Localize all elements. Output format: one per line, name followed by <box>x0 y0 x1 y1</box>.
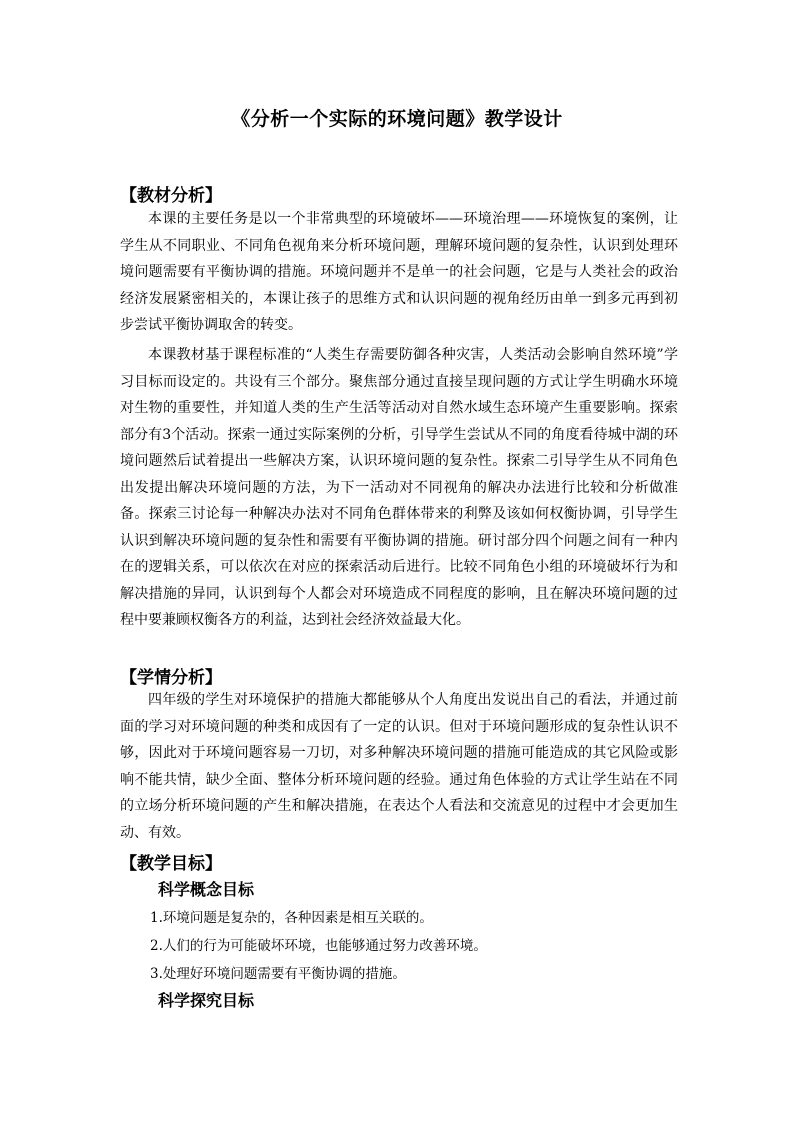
subsection-title-inquiry-goals: 科学探究目标 <box>158 991 255 1010</box>
paragraph: 本课的主要任务是以一个非常典型的环境破坏——环境治理——环境恢复的案例，让学生从不同职业、不同角色视角来分析环境问题，理解环境问题的复杂性，认识到处理环境问题需要有平衡协调的措施。环境问题并不是单一的社会问题，它是与人类社会的政治经济发展紧密相关的，本课让孩子的思维方式和认识问题的视角经历由单一到多元再到初步尝试平衡协调取舍的转变。 <box>120 211 678 333</box>
section-heading-textbook-analysis: 【教材分析】 <box>120 186 222 206</box>
paragraph: 四年级的学生对环境保护的措施大都能够从个人角度出发说出自己的看法，并通过前面的学习对环境问题的种类和成因有了一定的认识。但对于环境问题形成的复杂性认识不够，因此对于环境问题容易一刀切，对多种解决环境问题的措施可能造成的其它风险或影响不能共情，缺少全面、整体分析环境问题的经验。通过角色体验的方式让学生站在不同的立场分析环境问题的产生和解决措施，在表达个人看法和交流意见的过程中才会更加生动、有效。 <box>120 692 678 841</box>
document-title: 《分析一个实际的环境问题》教学设计 <box>231 108 563 130</box>
subsection-title-concept-goals: 科学概念目标 <box>158 880 255 899</box>
list-item: 1.环境问题是复杂的，各种因素是相互关联的。 <box>150 910 433 926</box>
section-heading-student-analysis: 【学情分析】 <box>120 668 222 688</box>
list-item: 2.人们的行为可能破坏环境，也能够通过努力改善环境。 <box>150 938 487 954</box>
section-heading-teaching-goals: 【教学目标】 <box>120 854 222 874</box>
list-item: 3.处理好环境问题需要有平衡协调的措施。 <box>150 966 406 982</box>
paragraph: 本课教材基于课程标准的“人类生存需要防御各种灾害，人类活动会影响自然环境”学习目标而设定的。共设有三个部分。聚焦部分通过直接呈现问题的方式让学生明确水环境对生物的重要性，并知道人类的生产生活等活动对自然水域生态环境产生重要影响。探索部分有3个活动。探索一通过实际案例的分析，引导学生尝试从不同的角度看待城中湖的环境问题然后试着提出一些解决方案，认识环境问题的复杂性。探索二引导学生从不同角色出发提出解决环境问题的方法，为下一活动对不同视角的解决办法进行比较和分析做准备。探索三讨论每一种解决办法对不同角色群体带来的利弊及该如何权衡协调，引导学生认识到解决环境问题的复杂性和需要有平衡协调的措施。研讨部分四个问题之间有一种内在的逻辑关系，可以依次在对应的探索活动后进行。比较不同角色小组的环境破坏行为和解决措施的异同，认识到每个人都会对环境造成不同程度的影响，且在解决环境问题的过程中要兼顾权衡各方的利益，达到社会经济效益最大化。 <box>120 347 678 628</box>
